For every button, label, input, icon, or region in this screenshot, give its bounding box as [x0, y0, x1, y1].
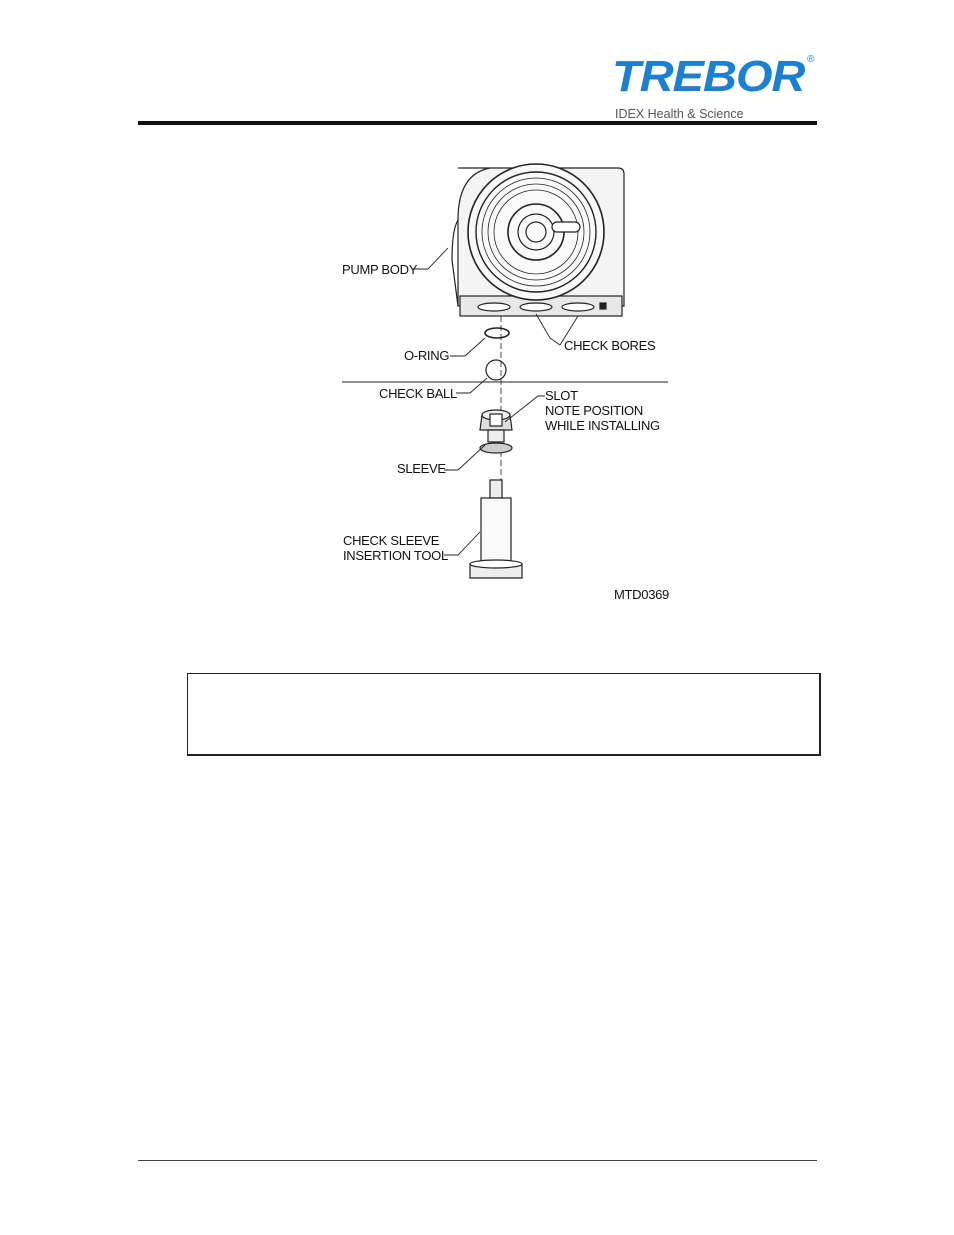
label-sleeve: SLEEVE	[397, 461, 446, 476]
label-check-ball: CHECK BALL	[379, 386, 457, 401]
registered-mark: ®	[807, 54, 815, 65]
label-while-installing: WHILE INSTALLING	[545, 418, 660, 433]
label-check-sleeve: CHECK SLEEVE	[343, 533, 440, 548]
label-pump-body: PUMP BODY	[342, 262, 418, 277]
label-o-ring: O-RING	[404, 348, 450, 363]
label-check-bores: CHECK BORES	[564, 338, 656, 353]
note-box	[187, 673, 821, 756]
drawing-number: MTD0369	[614, 587, 669, 602]
o-ring-shape	[485, 328, 509, 338]
label-note-position: NOTE POSITION	[545, 403, 643, 418]
trebor-logo	[612, 51, 817, 102]
header-rule	[138, 121, 817, 125]
brand-wordmark: TREBOR	[612, 51, 805, 100]
label-insertion-tool: INSERTION TOOL	[343, 548, 448, 563]
check-valve-exploded-diagram	[340, 160, 672, 605]
footer-rule	[138, 1160, 817, 1161]
brand-tagline: IDEX Health & Science	[615, 107, 744, 121]
label-slot: SLOT	[545, 388, 578, 403]
sleeve-shape	[480, 410, 512, 453]
insertion-tool-shape	[470, 480, 522, 578]
check-ball-shape	[486, 360, 506, 380]
